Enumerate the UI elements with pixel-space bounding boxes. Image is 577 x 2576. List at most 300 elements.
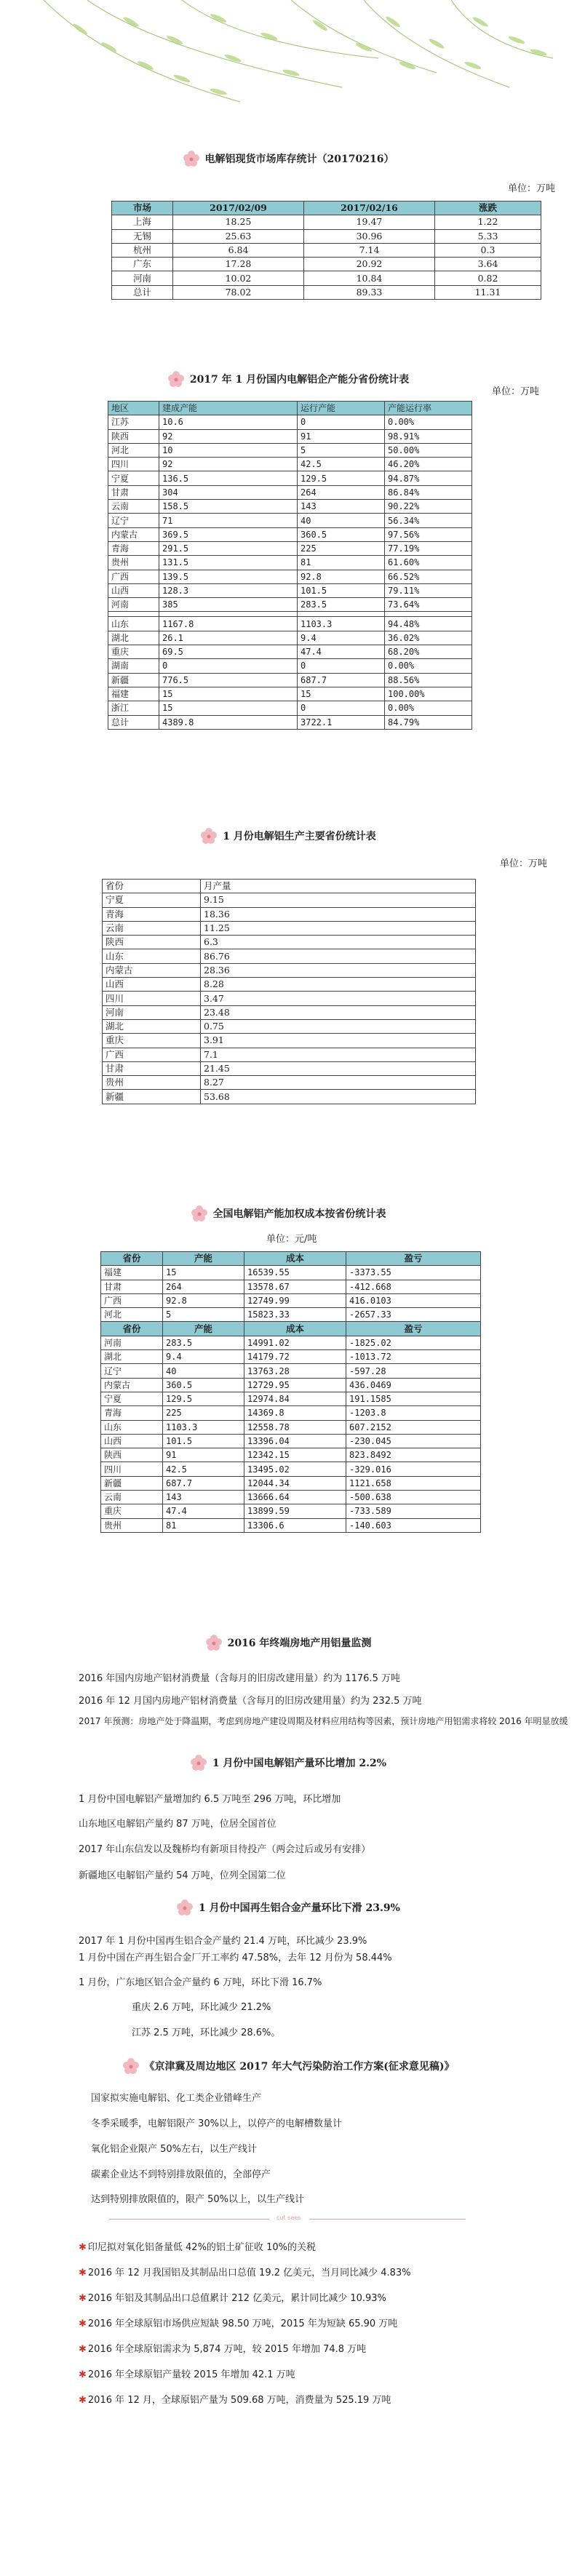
table-cell: 143 [298,500,385,514]
inventory-title: 电解铝现货市场库存统计（20170216） [204,153,394,165]
table-cell: 广西 [108,570,159,583]
table-row [101,1336,481,1349]
table-cell: 101.5 [163,1434,244,1448]
table-cell: 46.20% [385,458,472,471]
table-cell: 河南 [101,1336,163,1349]
table-cell: 687.7 [163,1476,244,1490]
table-row [108,471,472,485]
table-row [108,583,472,597]
table-cell: 1103.3 [163,1420,244,1434]
table-cell: 3.64 [435,258,541,271]
table-row [108,701,472,715]
table-cell: 重庆 [101,1504,163,1518]
table-row [108,570,472,583]
table-cell: 10.84 [304,271,435,285]
flower-icon [201,828,217,844]
table-cell: 776.5 [159,673,298,687]
table-cell: 13495.02 [244,1462,346,1476]
table-cell: -1013.72 [346,1350,481,1364]
table-cell: 1.22 [435,215,541,229]
table-cell: 9.4 [163,1350,244,1364]
text-line: 冬季采暖季，电解铝限产 30%以上，以停产的电解槽数量计 [91,2118,343,2129]
spacer-cell [385,612,472,617]
table-row [112,215,541,229]
column-header: 省份 [101,1252,163,1266]
table-cell: 4389.8 [159,715,298,729]
table-cell: 宁夏 [101,1392,163,1405]
section-separator [109,2214,466,2221]
table-cell: 291.5 [159,541,298,555]
table-cell: 陕西 [103,936,201,949]
realestate-title: 2016 年终端房地产用铝量监测 [227,1638,372,1649]
table-cell: 283.5 [298,598,385,612]
section-heading [0,1204,577,1223]
text-line: 2017 年 1 月份中国再生铝合金产量约 21.4 万吨，环比减少 23.9% [79,1936,367,1947]
table-cell: 18.36 [201,907,476,921]
table-cell: 10.02 [173,271,304,285]
table-row [103,893,476,907]
table-cell: 14991.02 [244,1336,346,1349]
table-row [108,429,472,443]
table-cell: 云南 [108,500,159,514]
spacer-cell [108,612,159,617]
table-cell: 92.8 [163,1293,244,1307]
table-cell: 江苏 [108,415,159,429]
table-cell: 30.96 [304,229,435,243]
table-cell: 12729.95 [244,1378,346,1392]
table-row [108,485,472,499]
table-cell: 20.92 [304,258,435,271]
table-cell: 225 [163,1406,244,1420]
table-cell: 0.82 [435,271,541,285]
table-cell: 98.91% [385,429,472,443]
flower-icon [191,1755,207,1771]
table-cell: 河北 [101,1308,163,1322]
table-cell: 36.02% [385,631,472,645]
table-row [101,1266,481,1280]
table-cell: 10.6 [159,415,298,429]
table-cell: 甘肃 [101,1280,163,1293]
table-cell: 13899.59 [244,1504,346,1518]
table-row [108,500,472,514]
table-cell: 四川 [101,1462,163,1476]
column-header: 运行产能 [298,402,385,415]
table-header-row [112,202,541,215]
table-cell: 9.4 [298,631,385,645]
table-cell: 264 [298,485,385,499]
table-cell: 16539.55 [244,1266,346,1280]
column-header: 产能 [163,1322,244,1336]
table-cell: 89.33 [304,285,435,299]
table-cell: 13578.67 [244,1280,346,1293]
table-cell: 66.52% [385,570,472,583]
table-cell: 225 [298,541,385,555]
text-line: 氧化铝企业限产 50%左右，以生产线计 [91,2144,258,2155]
table-cell: 50.00% [385,443,472,457]
table-cell: 山东 [101,1420,163,1434]
column-header: 盈亏 [346,1322,481,1336]
news-text: 2016 年全球原铝市场供应短缺 98.50 万吨，2015 年为短缺 65.90 万吨 [87,2318,398,2329]
table-cell: 5 [163,1308,244,1322]
table-row [101,1504,481,1518]
table-row [108,673,472,687]
table-cell: 81 [298,556,385,570]
table-cell: 8.27 [201,1076,476,1090]
table-cell: 0 [298,701,385,715]
table-cell: 94.48% [385,617,472,631]
table-cell: 辽宁 [108,514,159,527]
table-cell: 0.00% [385,659,472,673]
text-line: 国家拟实施电解铝、化工类企业错峰生产 [91,2093,262,2104]
star-icon: ✱ [79,2242,87,2253]
inventory-unit: 单位：万吨 [507,183,555,194]
table-row [101,1518,481,1532]
table-cell: 广西 [103,1048,201,1061]
table-cell: 陕西 [101,1448,163,1462]
table-cell: 0.75 [201,1019,476,1033]
column-header: 盈亏 [346,1252,481,1266]
column-header: 涨跌 [435,202,541,215]
table-cell: 25.63 [173,229,304,243]
table-row [103,1005,476,1019]
table-row [108,659,472,673]
table-row [103,1090,476,1104]
table-cell: 385 [159,598,298,612]
text-line: 2016 年国内房地产铝材消费量（含每月的旧房改建用量）约为 1176.5 万吨 [79,1673,400,1684]
section-heading [0,1898,577,1917]
table-cell: 71 [159,514,298,527]
column-header: 月产量 [201,880,476,893]
text-line: 山东地区电解铝产量约 87 万吨，位居全国首位 [79,1819,276,1830]
table-cell: 宁夏 [103,893,201,907]
table-cell: 158.5 [159,500,298,514]
table-cell: 12044.34 [244,1476,346,1490]
capacity-title: 2017 年 1 月份国内电解铝企产能分省份统计表 [189,374,410,386]
table-cell: -500.638 [346,1491,481,1504]
table-cell: 81 [163,1518,244,1532]
table-row [101,1420,481,1434]
table-row [103,992,476,1005]
table-cell: 17.28 [173,258,304,271]
table-cell: 40 [298,514,385,527]
table-row [108,687,472,701]
table-cell: -733.589 [346,1504,481,1518]
table-cell: 5 [298,443,385,457]
table-cell: 11.31 [435,285,541,299]
table-cell: 687.7 [298,673,385,687]
table-cell: 101.5 [298,583,385,597]
table-cell: 78.02 [173,285,304,299]
column-header: 成本 [244,1252,346,1266]
table-cell: 91 [298,429,385,443]
news-text: 2016 年铝及其制品出口总值累计 212 亿美元，累计同比减少 10.93% [87,2293,386,2304]
table-cell: 6.3 [201,936,476,949]
table-cell: -2657.33 [346,1308,481,1322]
flower-icon [177,1899,193,1915]
willow-banner-icon [0,0,577,116]
cost-title: 全国电解铝产能加权成本按省份统计表 [212,1208,386,1220]
table-row [108,458,472,471]
table-cell: 内蒙古 [101,1378,163,1392]
table-cell: 21.45 [201,1061,476,1075]
table-cell: 0.00% [385,415,472,429]
column-header: 市场 [112,202,173,215]
table-row [101,1476,481,1490]
star-icon: ✱ [79,2369,87,2380]
table-header-row [101,1252,481,1266]
inventory-table [111,201,541,300]
table-cell: 40 [163,1364,244,1378]
table-cell: -230.045 [346,1434,481,1448]
table-cell: 1103.3 [298,617,385,631]
table-cell: 79.11% [385,583,472,597]
table-cell: 福建 [101,1266,163,1280]
spacer-cell [298,612,385,617]
table-cell: 131.5 [159,556,298,570]
table-cell: 607.2152 [346,1420,481,1434]
table-cell: -597.28 [346,1364,481,1378]
table-cell: 92.8 [298,570,385,583]
table-row [108,556,472,570]
text-line: 重庆 2.6 万吨，环比减少 21.2% [132,2002,271,2013]
table-cell: -1825.02 [346,1336,481,1349]
table-cell: 甘肃 [108,485,159,499]
cost-table [100,1251,481,1533]
table-cell: 283.5 [163,1336,244,1349]
section-heading [0,149,577,168]
table-row [108,645,472,659]
table-cell: 129.5 [298,471,385,485]
table-row [101,1491,481,1504]
table-cell: 360.5 [163,1378,244,1392]
table-cell: 广东 [112,258,173,271]
table-cell: 山东 [108,617,159,631]
column-header: 2017/02/09 [173,202,304,215]
table-row [101,1462,481,1476]
table-cell: 191.1585 [346,1392,481,1405]
table-row [108,415,472,429]
table-cell: 12749.99 [244,1293,346,1307]
table-cell: 重庆 [108,645,159,659]
table-cell: 13763.28 [244,1364,346,1378]
table-cell: 总计 [108,715,159,729]
table-cell: 浙江 [108,701,159,715]
table-cell: -412.668 [346,1280,481,1293]
table-cell: 3.91 [201,1034,476,1048]
table-cell: 宁夏 [108,471,159,485]
table-cell: 福建 [108,687,159,701]
table-cell: 无锡 [112,229,173,243]
table-cell: -3373.55 [346,1266,481,1280]
capacity-unit: 单位：万吨 [491,386,539,397]
table-row [112,271,541,285]
capacity-table [108,401,472,730]
table-cell: 14179.72 [244,1350,346,1364]
table-cell: 23.48 [201,1005,476,1019]
table-cell: 青海 [103,907,201,921]
star-icon: ✱ [79,2293,87,2304]
table-cell: 12558.78 [244,1420,346,1434]
table-row [101,1434,481,1448]
table-cell: 贵州 [101,1518,163,1532]
table-cell: 云南 [101,1491,163,1504]
table-cell: 360.5 [298,527,385,541]
table-row [103,936,476,949]
table-cell: 369.5 [159,527,298,541]
table-cell: 内蒙古 [103,963,201,977]
separator-text: cut sees [276,2214,301,2221]
output-title: 1 月份中国电解铝产量环比增加 2.2% [212,1758,387,1769]
table-cell: 总计 [112,285,173,299]
table-cell: 云南 [103,921,201,935]
table-row [108,541,472,555]
table-cell: 53.68 [201,1090,476,1104]
text-line: 1 月份中国电解铝产量增加约 6.5 万吨至 296 万吨，环比增加 [79,1794,341,1805]
text-line: 新疆地区电解铝产量约 54 万吨，位列全国第二位 [79,1870,286,1881]
table-cell: 山西 [103,978,201,992]
table-cell: 四川 [103,992,201,1005]
table-cell: 3.47 [201,992,476,1005]
table-cell: 92 [159,429,298,443]
table-cell: 3722.1 [298,715,385,729]
table-cell: 11.25 [201,921,476,935]
table-cell: 0.3 [435,243,541,257]
table-cell: 河南 [108,598,159,612]
table-cell: 436.0469 [346,1378,481,1392]
table-row [112,258,541,271]
table-cell: 7.14 [304,243,435,257]
table-cell: 416.0103 [346,1293,481,1307]
production-title: 1 月份电解铝生产主要省份统计表 [223,831,376,842]
star-icon: ✱ [79,2268,87,2278]
flower-icon [206,1635,222,1651]
table-row [103,1061,476,1075]
table-cell: 6.84 [173,243,304,257]
table-cell: 129.5 [163,1392,244,1405]
table-cell: 28.36 [201,963,476,977]
flower-icon [168,371,184,387]
text-line: 2017 年山东信发以及魏桥均有新项目待投产（两会过后或另有安排） [79,1844,371,1855]
table-row [101,1280,481,1293]
column-header: 2017/02/16 [304,202,435,215]
news-text: 2016 年 12 月，全球原铝产量为 509.68 万吨，消费量为 525.19 万吨 [87,2395,391,2406]
column-header: 省份 [101,1322,163,1336]
table-row [112,285,541,299]
table-cell: 湖南 [108,659,159,673]
news-item [79,2341,366,2355]
table-cell: 广西 [101,1293,163,1307]
table-cell: -329.016 [346,1462,481,1476]
column-header: 地区 [108,402,159,415]
news-item [79,2316,397,2329]
table-cell: 新疆 [103,1090,201,1104]
table-cell: 甘肃 [103,1061,201,1075]
table-row [108,715,472,729]
table-cell: 山西 [101,1434,163,1448]
table-cell: 47.4 [163,1504,244,1518]
spacer-cell [159,612,298,617]
table-cell: 0.00% [385,701,472,715]
table-cell: 湖北 [108,631,159,645]
table-header-row [101,1322,481,1336]
table-row [101,1378,481,1392]
table-cell: 7.1 [201,1048,476,1061]
table-cell: 陕西 [108,429,159,443]
table-cell: 14369.8 [244,1406,346,1420]
text-line: 1 月份中国在产再生铝合金厂开工率约 47.58%，去年 12 月份为 58.44% [79,1953,392,1963]
table-row [103,1019,476,1033]
table-cell: 13306.6 [244,1518,346,1532]
table-row [101,1406,481,1420]
table-row [101,1364,481,1378]
table-cell: 1121.658 [346,1476,481,1490]
table-cell: 辽宁 [101,1364,163,1378]
table-cell: 8.28 [201,978,476,992]
section-heading [0,826,577,845]
table-row [108,617,472,631]
table-cell: 84.79% [385,715,472,729]
table-cell: 青海 [108,541,159,555]
table-cell: 94.87% [385,471,472,485]
table-cell: 91 [163,1448,244,1462]
table-cell: 823.8492 [346,1448,481,1462]
table-row [112,229,541,243]
table-row [108,527,472,541]
table-cell: 97.56% [385,527,472,541]
table-row [108,443,472,457]
table-row [103,963,476,977]
table-row [101,1293,481,1307]
table-cell: 0 [298,659,385,673]
table-cell: 77.19% [385,541,472,555]
table-row [108,631,472,645]
column-header: 建成产能 [159,402,298,415]
table-cell: 100.00% [385,687,472,701]
table-row [103,1034,476,1048]
table-cell: 15 [298,687,385,701]
cost-unit: 单位：元/吨 [266,1234,317,1245]
table-cell: 内蒙古 [108,527,159,541]
news-text: 2016 年全球原铝需求为 5,874 万吨，较 2015 年增加 74.8 万吨 [87,2344,367,2355]
flower-icon [123,2058,139,2074]
text-line: 达到特别排放限值的，限产 50%以上，以生产线计 [91,2194,305,2205]
table-header-row [103,880,476,893]
table-cell: 88.56% [385,673,472,687]
table-row [101,1392,481,1405]
column-header: 成本 [244,1322,346,1336]
table-row [101,1448,481,1462]
table-cell: 10 [159,443,298,457]
policy-title: 《京津冀及周边地区 2017 年大气污染防治工作方案(征求意见稿)》 [144,2061,455,2073]
table-cell: 河南 [112,271,173,285]
table-cell: 9.15 [201,893,476,907]
table-cell: 山西 [108,583,159,597]
table-cell: 73.64% [385,598,472,612]
table-row [108,514,472,527]
flower-icon [191,1205,207,1221]
table-cell: 136.5 [159,471,298,485]
table-cell: 青海 [101,1406,163,1420]
table-header-row [108,402,472,415]
text-line: 1 月份，广东地区铝合金产量约 6 万吨，环比下滑 16.7% [79,1977,322,1988]
production-table [102,879,476,1104]
table-cell: 贵州 [103,1076,201,1090]
table-cell: 15 [159,687,298,701]
table-cell: 1167.8 [159,617,298,631]
table-cell: 42.5 [163,1462,244,1476]
table-cell: -140.603 [346,1518,481,1532]
table-cell: 47.4 [298,645,385,659]
